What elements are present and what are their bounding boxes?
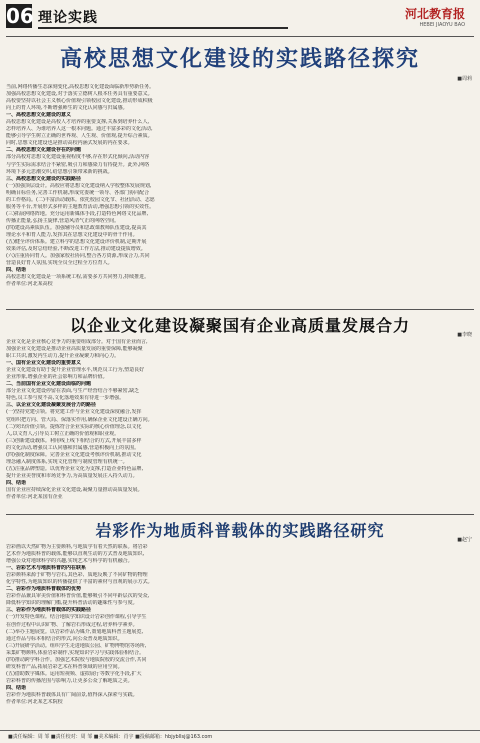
article-1-title: 高校思想文化建设的实践路径探究 <box>59 47 420 72</box>
page-header <box>0 0 480 38</box>
section-title: 理论实践 <box>38 10 98 26</box>
page-number: 06 <box>6 4 34 28</box>
newspaper-subtitle: HEBEI JIAOYU BAO <box>419 22 466 28</box>
article-divider-1 <box>6 309 474 310</box>
article-2-byline: ■李晓 <box>457 332 472 338</box>
newspaper-name: 河北教育报 <box>405 7 466 21</box>
article-divider-2 <box>6 514 474 515</box>
page-footer <box>0 730 480 743</box>
article-1-body <box>6 84 474 306</box>
article-3-title: 岩彩作为地质科普载体的实践路径研究 <box>95 521 385 540</box>
newspaper-logo <box>405 5 465 29</box>
article-3-byline: ■赵宁 <box>457 537 472 543</box>
article-1-byline: ■周莉 <box>457 76 472 82</box>
header-rule <box>6 36 474 37</box>
article-2-body <box>6 339 474 511</box>
article-1-column: 当前,网络传播生态深刻变化,高校思想文化建设面临新形势新任务。 加强高校思想文化建设,对于落实立德树人根本任务具有重要意义。 高校要坚持以社会主义核心价值观引领校园文化建设,推动形成积极 向上的育人环境,不断增强师生的文化认同感与归属感。 一、高校思想文化建设的意义 高校思想文化建设是高校人才培养的重要支撑,关系到培养什么人、 怎样培养人、为谁培养人这一根本问题。通过丰富多彩的文化活动, 能够引导学生树立正确的世界观、人生观、价值观,提升综合素质。 同时,思想文化建设也是推动高校内涵式发展的内在要求。 二、高校思想文化建设存在的问题 部分高校对思想文化建设重视程度不够,存在形式化倾向,活动内容 与学生实际需求结合不紧密,吸引力和感染力有待提升。此外,网络 环境下多元思潮交织,给思想引领带来新的挑战。 三、高校思想文化建设的实践路径 (一)加强顶层设计。高校应将思想文化建设纳入学校整体发展规划, 明确目标任务,完善工作机制,形成党委统一领导、各部门协同配合 的工作格局。(二)丰富活动载体。依托校园文化节、社团活动、志愿 服务等平台,开展形式多样的主题教育活动,增强思想引领的实效性。 (三)拓展网络阵地。充分运用新媒体手段,打造特色网络文化品牌, 传播正能量,弘扬主旋律,营造风清气正的网络空间。 (四)建设高素质队伍。加强辅导员和思政课教师队伍建设,提高其 理论水平和育人能力,发挥其在思想文化建设中的骨干作用。 (五)健全评价体系。建立科学的思想文化建设评价机制,定期开展 效果评估,及时总结经验,不断改进工作方法,推动建设提质增效。 (六)注重协同育人。加强家校社协同,整合各方资源,形成合力,共同 营造良好育人氛围,实现全员全过程全方位育人。 四、结语 高校思想文化建设是一项系统工程,需要多方共同努力,持续推进。 作者单位:河北某高校 <box>6 84 155 288</box>
article-3-body <box>6 544 474 728</box>
header-divider <box>38 27 288 29</box>
footer-text: ■责任编辑：周 邹 ■责任校对：周 邹 ■美术编辑：肖宇 ■投稿邮箱：hbjybllsj@163.com <box>8 734 213 740</box>
article-3-column: 岩彩画以天然矿物为主要颜料,与地质学有着天然的联系。将岩彩 艺术作为地质科普的载体,能够以直观生动的方式普及地质知识, 增强公众对地球科学的兴趣,实现艺术与科学的有机融合。 一、岩彩艺术与地质科普的内在联系 岩彩颜料来源于矿物与岩石,其色彩、质地反映了不同矿物的物理 化学特性,为地质知识的传播提供了丰富的素材与直观的展示方式。 二、岩彩作为地质科普载体的优势 岩彩作品兼具审美价值和科普价值,能够吸引不同年龄层次的受众, 降低科学知识的理解门槛,提升科普活动的趣味性与参与度。 三、岩彩作为地质科普载体的实践路径 (一)开发特色课程。结合地质学知识设计岩彩创作课程,引导学生 在创作过程中认识矿物、了解岩石形成过程,培养科学素养。 (二)举办主题展览。以岩彩作品为媒介,策划地质科普主题展览, 通过作品与标本相结合的形式,向公众普及地质知识。 (三)开展研学活动。组织学生走进地质公园、矿物博物馆等场所, 采集矿物颜料,体验岩彩制作,实现知识学习与实践体验相结合。 (四)推动跨学科合作。加强艺术院校与地质院校的交流合作,共同 研发科普产品,拓展岩彩艺术在科普领域的应用空间。 (五)借助数字媒体。运用短视频、虚拟展厅等数字化手段,扩大 岩彩科普的传播范围与影响力,让更多公众了解地质之美。 四、结语 岩彩作为地质科普载体具有广阔前景,值得深入探索与实践。 作者单位:河北某艺术院校 <box>6 544 153 706</box>
article-2-title: 以企业文化建设凝聚国有企业高质量发展合力 <box>69 316 410 335</box>
article-2-column: 企业文化是企业核心竞争力的重要组成部分。对于国有企业而言, 加强企业文化建设是推动企业高质量发展的重要保障,能够凝聚 职工共识,激发内生动力,提升企业凝聚力和向心力。 一、国有企业文化建设的重要意义 企业文化建设有助于提升企业管理水平,规范员工行为,塑造良好 企业形象,增强企业的社会影响力和品牌价值。 二、当前国有企业文化建设面临的问题 部分企业文化建设停留在表面,与生产经营结合不够紧密,缺乏 特色,员工参与度不高,文化落地效果有待进一步增强。 三、以企业文化建设凝聚发展合力的路径 (一)坚持党建引领。将党建工作与企业文化建设深度融合,发挥 党组织把方向、管大局、保落实作用,确保企业文化建设正确方向。 (二)突出价值引领。提炼符合企业实际的核心价值理念,以文化 人,以文育人,引导员工树立正确的价值观和职业观。 (三)创新建设载体。利用线上线下相结合的方式,开展丰富多样 的文化活动,增强员工认同感和归属感,营造积极向上的氛围。 (四)强化制度保障。完善企业文化建设考核评价机制,推动文化 理念融入制度体系,实现文化管理与制度管理有机统一。 (五)注重品牌塑造。以优秀企业文化为支撑,打造企业特色品牌, 提升企业美誉度和市场竞争力,为高质量发展注入持久动力。 四、结语 国有企业应持续深化企业文化建设,凝聚力量推动高质量发展。 作者单位:河北某国有企业 <box>6 339 153 501</box>
